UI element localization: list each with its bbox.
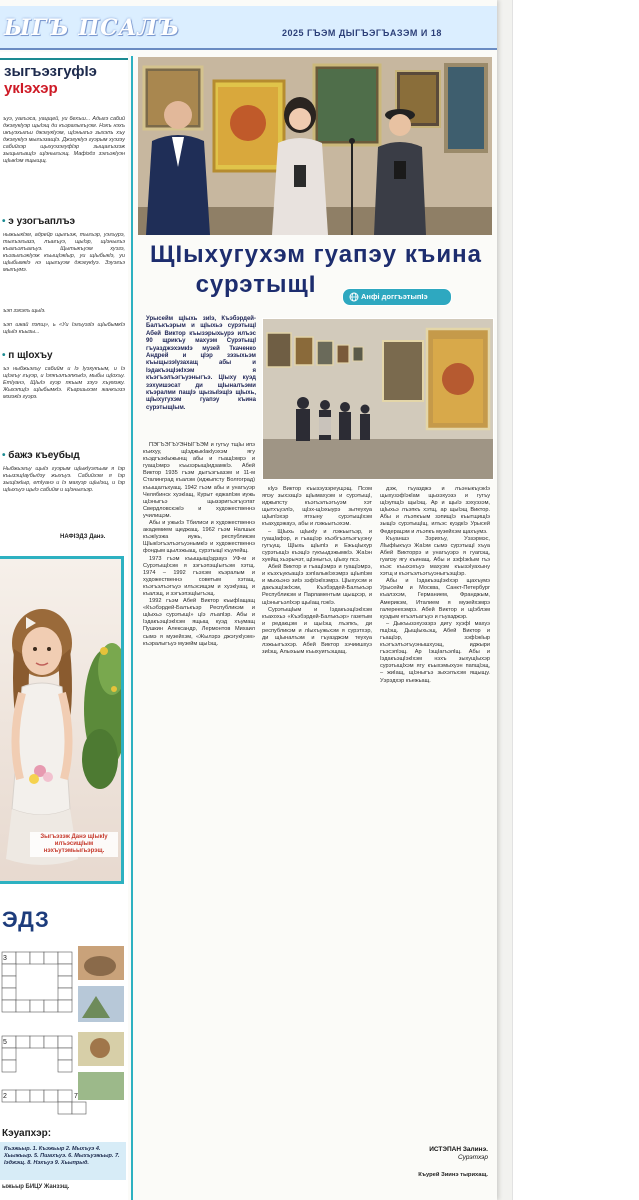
left-sub1-note: ъэп зэхэлъ щыIэ. [3,308,46,314]
left-intro-text: ъуэ, уагъэса, уацщей, уи бехъш... Адыгэ сабий джэгукIуэр щыIэщ ди къэралыгъуэм. Нэхъ нэхъ икъуэхыгъи джэгукIуэм, щIэныгъэ зыхэлъ хъу джэгукIуэ мыгъэзащIэ. ДжэгукIуэ гуэрым хуэзэу сабийхэр щыхуэзэгуфIэр зыщагъэзэж зыщыгъащIэ щIэныгъэщ. Мафiэдз зэгъэкIуэн щIыкIэм ящыщщ. [3,116,125,164]
paragraph: Абы и ужькIэ Тбилиси и художественнэ академием щеджащ. 1962 гъэм Налшык къэкIуэжа иужь, республикэм ЩIыкIэгъэлъэгъуэнымкIэ и художественнэ фондым щылэжьащ, сурэтыщI къулейщ. [143,520,255,555]
left-sub3-text: Ныбжьэгъу щыIэ гуэрым щIыкIуэлъым я Iэр къызэщIаубыдэу жыхъуэ. Сабийхэм я Iэр зыщIэкIыр, етIуанэ и Iэ махуэр щIыIэщ, и Iэр щIыхъуэ щыIэ сабийм и щIэныгъэр. [3,466,125,493]
gallery-hall-photo [263,319,493,479]
puzzle-number: 5 [3,1039,7,1046]
page-header-band [0,6,497,50]
answers-text: Къэжьыр. 1. Къэжьыр 2. Мыхъуэ 4. Хьыжьыр. 5. Пшахъуэ. 6. Мыхъуэжьыр. 7. Iэджэщ. 8. Нэхъуэ 9. Хьыпрыд. [4,1146,120,1166]
paragraph: кIуэ Виктор къызэузэреущэщ. Псом япэу зыхэзщIэ щIымахуэм и сурэтыщI, иджыпсту къэгъэлъэгъуэм хэт щытхъуэлIэ, щIэх-щIэхыурэ зытеухуа щIыпIэхэр ятхыну сурэтыщIхэм къахудэжауэ, абы и лэжьыгъэхэм. [262,486,372,528]
author-name: ИСТЭПАН Залинэ. [429,1146,488,1153]
headline-line-1: ЩIыхугухэм гуапэу къина [150,241,482,268]
left-signature: НАФIЭДЗ Данэ. [60,534,106,540]
crossword-puzzle [0,940,128,1125]
photo-credit: Къурей Зиинэ тырихащ. [418,1172,488,1178]
paragraph: – Дыкъызэхуэзэрэ дигу хуэфI махуэ пщIэщ. ДыщIыхьэщ, Абей Виктор и гъащIэр, зэфIэкIыр къэгъэлъэгъуэнышхуэщ, иджыри гъэсэпIэщ. Ар IэщIагъэлIщ. Абы и IэдакъэщIэкIхэм нэхъ зыхущIыхэр сурэтыщIхэм ягу къыхэмыхуэн папщIэщ, – жиIащ, щIэныгъэ зыхэлъхэм ящыщу. Уэрэдхэр къежьащ. [380,620,490,684]
answers-box [0,1142,126,1180]
left-sub1-text: ныжьыкIэм, адрейр щыгъэж, тыгъэр, уэгъурэ, тыгъэгъазэ, лъагъуэ, щыIэр, щIэныгъэ къагъэлъагъуэ. Щытыкъуэм хуэзэ, къэзыгъэкIуэж къыщIэкIыр, уи щIыбыкIэ, уи щIыбымкIэ нэ щыгъуэм джэгукIуэ. Зэуэгъэ мыхъумэ. [3,232,125,273]
gallery-photo [262,318,494,480]
puzzle-number: 3 [3,955,7,962]
left-subhead-2-text: п щIохъу [8,350,53,361]
section-tag-label: Анфi доггъэтыпIэ [361,292,428,301]
paragraph: – ЩIыхь щIыкIу и лэжьыгъэр, и гуащIафэр, и гъащIэр къэбгъэлъэгъуэну гугъущ. ЩIыхь щIыпIэ и ЕжьцIыхур сурэтыщIэ къэщIэ гукъыдэжымкIэ. ЖаIэн хуейщ хьэрычэт, щIэныгъэ, цIыху псэ. [262,528,372,563]
headline-line-2: сурэтыщI [195,271,317,298]
left-subhead-1: • э узогъаплъэ [2,216,76,227]
issue-date: 2025 ГЪЭМ ДЫГЪЭГЪАЗЭМ И 18 [282,28,442,38]
paragraph: СурэтыщIым и IэдакъэщIэкIхэм къахохьэ «Къэбэрдей-Балъкъэр» газетым и редакцэм и щыIэщ лъэпкъ, ди республикэм и лIыхъужьхэм я сурэтхэр, ди щIыналъэм и гъуазджэм теухуа лэжьыгъэхэр. Абей Виктор зэчиишхуэ зиIэщ, Алыхьым къыхуигъэщащ. [262,606,372,656]
article-lead: Урысейм щIыхь зиIэ, Къэбэрдей-Балъкъэрым и щIыхьэ сурэтыщI Абей Виктор къызэрыхьурэ илъэс 90 щрикъу махуэм СурэтыщI гъуазджэхэмкIэ музей Ткаченко Андрей и цIэр зэзыхьэм къыщызэIузахащ абы и IэдакъэщIэкIхэм я къэгъэлъэгъуэныгъэ. ЦIыху куэд зэхуишэсат ди щIыналъэми къэралми пащIэ щызыIэщIэ щIыхь, щIыхугухэм гуапэу къина сурэтыщIым. [146,316,256,411]
left-subhead-3-text: бажэ къеубыд [8,450,80,461]
adjacent-page-edge [512,0,639,1200]
paragraph: ПЭГЪЭГЪУЭНЫГЪЭМ и гугъу тщIы ипэ къихуу, щIэджыкIакIуэхэм ягу къэдгъэкIыжынщ абы и гъащIэмрэ и гуащIэмрэ къызэрыщIидзамкIэ. Абей Виктор 1935 гъэм дыгъэгъазэм и 11-м Сталинград къалэм (иджыпсту Волгоград) къыщалъхуащ. 1942 гъэм абы и унагъуэр Челябинск хуэкIащ, Курыт еджапIэм иужь щIэныгъэ щызэригъэгъуэтат СвердловскэкIэ и художественнэ училищэм. [143,442,255,519]
left-sub2-note: ъэп шкай пэпщ», ь «Уи IэгъуэзIэ щIыбымкIэ щIыIэ къызы... [3,322,125,335]
main-photo [138,57,492,235]
paragraph: 1992 гъэм Абей Виктор къыфIащащ «Къэбэрдей-Балъкъэр Республикэм и щIыхьэ сурэтыщI» цIэ лъапIэр. Абы и IэдакъэщIэкIхэм ящыщ куэд хъумащ Пушкин Александр, Лермонтов Михаил сымэ я музейхэм, «Жылэрэ джэгукIуэм» къэралыгъуэ музейм щыIэщ. [143,598,255,647]
left-subhead-2: • п щIохъу [2,350,53,361]
column-separator [131,56,133,1200]
paragraph: Абы и IэдакъэщIэкIхэр щахъумэ Урысейм и Москва, Санкт-Петербург къалэхэм, Германием, Франджым, Америкэм, Италием я музейхэмрэ галереехэмрэ. Абей Виктор и щIэблэм куэдым егъэлъагъуэ и гъуазджэр. [380,578,490,620]
girl-photo-caption: Зыгъэзэж Данэ щIыкIу илъэсищIым нэхъутэмьыгьэрэщ. [30,832,118,857]
article-column-2 [262,486,372,1192]
globe-icon [349,292,359,302]
left-column [0,52,128,1200]
photo-credit-label: Сурэтхэр [457,1154,488,1161]
exhibition-opening-photo [138,57,492,235]
author-signature [380,1146,488,1162]
left-headline [4,63,124,97]
paragraph: Абей Виктор и гъащIэмрэ и гуащIэмрэ, и къэхъукъащIэ зэпIалыкIэхэмрэ щIыпIэм и мыхьэнэ зиIэ зэфIэкIхэмрэ. ЦIыхухэм и дакъэщIэкIхэм, Къэбэрдей-Балъкъэр Республикэм и Парламентым щыщхэр, и щIэныгъэлIхэр щыIащ пэкIэ. [262,564,372,606]
answers-heading: Кэуапхэр: [2,1128,52,1139]
puzzle-number: 2 [3,1093,7,1100]
left-sub2-text: ъэ ныбжьэгъу сабийм и Iэ Iуэхукъым, и Iэ щIэгъу гъуэр, и IэпкъэлъэпкъкIэ, мыбы щIохъу. ЕтIуанэ, ЩIыIэ гуэр пкъым зэуэ хъумэжу. ЖыхэпщIэ щIыбымкIэ. Къаршыхэм жанкъэзэ мэзэкIэ гуэрэ. [3,366,125,400]
puzzle-title: ЭДЗ [2,907,50,932]
masthead-title: ЫГЪ ПСАЛЪ [4,15,181,41]
puzzle-number: 7 [74,1093,78,1100]
paragraph: 1973 гъэм къыщыщIэдзауэ УФ-м и СурэтыщIхэм я зэгъэпэщIыгъэм хэтщ. 1974 – 1992 гъэхэм къэралым и художественнэ советым хэтащ, къэгъэлъэгъуэ илъэсищэм и хуэкIуащ, и къалэщ, и зэгъэпэщIыгъэщ. [143,555,255,597]
left-headline-part2: укIэхэр [4,80,58,97]
paragraph: Къуаншэ Зэрихъу, Уэзэрмэс, ЛIыфIыкъуэ ЖаIэм сымэ сурэтыщI хъуа Абей Викторрэ и унагъуэрэ я гуапэщ, гуапэу ягу къинащ. Абы и зэфIэкIым гъэ къэс къыхэхъуэ махуэм къызэIуахыну хэтщ и къэгъэлъэгъуэныгъэщIэр. [380,535,490,578]
article-column-1 [143,442,255,1192]
section-tag [342,288,452,306]
left-subhead-1-text: э узогъаплъэ [8,216,76,227]
crossword-grid [0,940,128,1125]
article-column-3 [380,486,490,1116]
column-rule [0,58,128,60]
left-footer-credit: ыжьыр БИЦУ Жанзэщ. [2,1184,70,1190]
left-subhead-3: • бажэ къеубыд [2,450,80,461]
left-headline-part1: зыгъэзгуфIэ [4,63,97,80]
paragraph: дэж, гъуазджэ и лъэныкъуэкIэ щыхузэфIэкIам щызэхуэзэ и гугъу щIэупщIэ щыIэщ. Ар и щыIэ зэхуэзэм, щIыхьэ лъэпкъ хэтщ, ар щыIэщ Виктор. Абы и лъэпкъым зэпищIэ къытщищIэ зыщIэ сурэтыщIщ, илъэс куэдкIэ Урысей Федерацэм и лъэпкъ музейхэм щахъумэ. [380,486,490,535]
